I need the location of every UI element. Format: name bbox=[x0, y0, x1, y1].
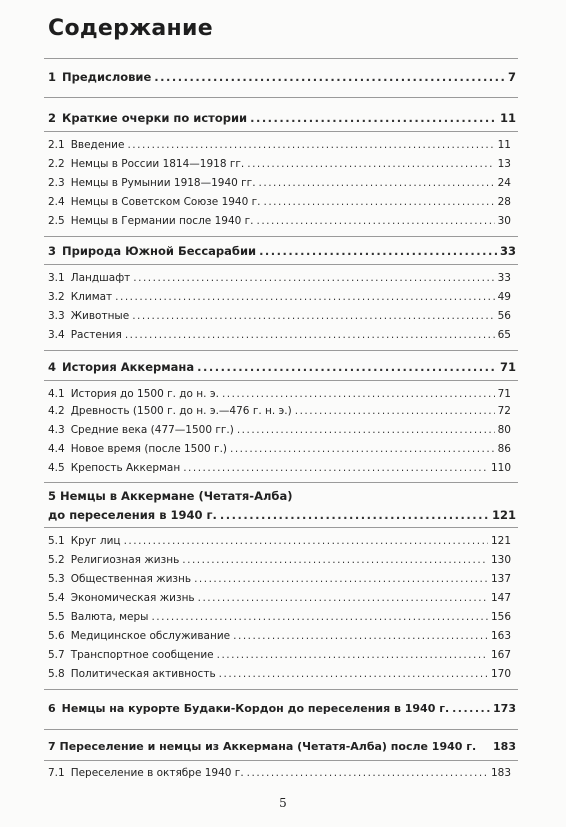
leader-dots bbox=[219, 668, 488, 680]
leader-dots bbox=[183, 462, 488, 474]
divider bbox=[44, 380, 518, 381]
chapter-title: Природа Южной Бессарабии bbox=[62, 244, 257, 258]
chapter-title: 7 Переселение и немцы из Аккермана (Четатя-Алба) после 1940 г. bbox=[48, 740, 477, 753]
page-ref: 163 bbox=[490, 630, 511, 642]
leader-dots bbox=[247, 767, 488, 779]
toc-chapter-6[interactable]: 6 Немцы на курорте Будаки-Кордон до переселения в 1940 г. ..... 173 bbox=[48, 702, 516, 715]
toc-section-3-2[interactable]: 3.2 Климат ..... 49 bbox=[48, 291, 511, 303]
chapter-title: Немцы на курорте Будаки-Кордон до переселения в 1940 г. bbox=[61, 702, 450, 715]
leader-dots bbox=[125, 329, 495, 341]
toc-chapter-2[interactable]: 2 Краткие очерки по истории ..... 11 bbox=[48, 111, 516, 125]
toc-section-2-1[interactable]: 2.1 Введение ..... 11 bbox=[48, 139, 511, 151]
leader-dots bbox=[132, 310, 494, 322]
leader-dots bbox=[237, 424, 495, 436]
page-ref: 28 bbox=[497, 196, 511, 208]
page-ref: 183 bbox=[493, 740, 516, 753]
divider bbox=[44, 131, 518, 132]
page-ref: 80 bbox=[497, 424, 511, 436]
leader-dots bbox=[259, 177, 495, 189]
divider bbox=[44, 58, 518, 59]
page-ref: 167 bbox=[490, 649, 511, 661]
toc-section-4-5[interactable]: 4.5 Крепость Аккерман ..... 110 bbox=[48, 462, 511, 474]
divider bbox=[44, 689, 518, 690]
leader-dots bbox=[247, 158, 494, 170]
chapter-title: Предисловие bbox=[62, 70, 152, 84]
page-ref: 71 bbox=[499, 360, 516, 374]
toc-section-2-4[interactable]: 2.4 Немцы в Советском Союзе 1940 г. ..... 28 bbox=[48, 196, 511, 208]
page-ref: 65 bbox=[497, 329, 511, 341]
toc-section-5-1[interactable]: 5.1 Круг лиц ..... 121 bbox=[48, 535, 511, 547]
page-ref: 71 bbox=[497, 388, 511, 400]
chapter-title: История Аккермана bbox=[62, 360, 195, 374]
toc-section-4-2[interactable]: 4.2 Древность (1500 г. до н. э.—476 г. н. э.) ..... 72 bbox=[48, 405, 511, 417]
page-ref: 30 bbox=[497, 215, 511, 227]
divider bbox=[44, 97, 518, 98]
page-number: 5 bbox=[279, 796, 287, 810]
toc-section-5-3[interactable]: 5.3 Общественная жизнь ..... 137 bbox=[48, 573, 511, 585]
toc-chapter-3[interactable]: 3 Природа Южной Бессарабии ..... 33 bbox=[48, 244, 516, 258]
leader-dots bbox=[257, 215, 495, 227]
leader-dots bbox=[222, 388, 495, 400]
page-ref: 72 bbox=[497, 405, 511, 417]
leader-dots bbox=[259, 244, 497, 258]
page-ref: 121 bbox=[491, 508, 516, 522]
toc-chapter-7[interactable] bbox=[48, 740, 516, 753]
page-ref: 156 bbox=[490, 611, 511, 623]
page-ref: 11 bbox=[499, 111, 516, 125]
toc-section-2-3[interactable]: 2.3 Немцы в Румынии 1918—1940 гг. ..... 24 bbox=[48, 177, 511, 189]
page-ref: 110 bbox=[490, 462, 511, 474]
leader-dots bbox=[115, 291, 494, 303]
toc-section-2-5[interactable]: 2.5 Немцы в Германии после 1940 г. ..... 30 bbox=[48, 215, 511, 227]
toc-chapter-1[interactable]: 1 Предисловие ..... 7 bbox=[48, 70, 516, 84]
leader-dots bbox=[295, 405, 495, 417]
page-ref: 11 bbox=[497, 139, 511, 151]
page-ref: 121 bbox=[490, 535, 511, 547]
toc-section-3-4[interactable]: 3.4 Растения ..... 65 bbox=[48, 329, 511, 341]
toc-section-5-4[interactable]: 5.4 Экономическая жизнь ..... 147 bbox=[48, 592, 511, 604]
page-ref: 49 bbox=[497, 291, 511, 303]
toc-section-4-1[interactable]: 4.1 История до 1500 г. до н. э. ..... 71 bbox=[48, 388, 511, 400]
chapter-title: Краткие очерки по истории bbox=[62, 111, 248, 125]
leader-dots bbox=[194, 573, 488, 585]
page-ref: 7 bbox=[507, 70, 516, 84]
divider bbox=[44, 350, 518, 351]
chapter-title: до переселения в 1940 г. bbox=[48, 508, 217, 522]
page-ref: 183 bbox=[490, 767, 511, 779]
toc-chapter-4[interactable]: 4 История Аккермана ..... 71 bbox=[48, 360, 516, 374]
page-ref: 33 bbox=[499, 244, 516, 258]
page-ref: 13 bbox=[497, 158, 511, 170]
divider bbox=[44, 482, 518, 483]
leader-dots bbox=[124, 535, 488, 547]
toc-section-5-6[interactable]: 5.6 Медицинское обслуживание ..... 163 bbox=[48, 630, 511, 642]
leader-dots bbox=[133, 272, 494, 284]
toc-section-4-4[interactable]: 4.4 Новое время (после 1500 г.) ..... 86 bbox=[48, 443, 511, 455]
page-ref: 170 bbox=[490, 668, 511, 680]
toc-section-3-1[interactable]: 3.1 Ландшафт ..... 33 bbox=[48, 272, 511, 284]
leader-dots bbox=[233, 630, 488, 642]
leader-dots bbox=[182, 554, 488, 566]
page-ref: 24 bbox=[497, 177, 511, 189]
divider bbox=[44, 729, 518, 730]
toc-section-5-7[interactable]: 5.7 Транспортное сообщение ..... 167 bbox=[48, 649, 511, 661]
page-ref: 56 bbox=[497, 310, 511, 322]
leader-dots bbox=[250, 111, 497, 125]
leader-dots bbox=[217, 649, 488, 661]
page-ref: 33 bbox=[497, 272, 511, 284]
toc-chapter-5[interactable] bbox=[48, 508, 516, 522]
toc-section-3-3[interactable]: 3.3 Животные ..... 56 bbox=[48, 310, 511, 322]
divider bbox=[44, 527, 518, 528]
page-ref: 130 bbox=[490, 554, 511, 566]
page-title: Содержание bbox=[48, 16, 213, 41]
leader-dots bbox=[154, 70, 505, 84]
toc-section-7-1[interactable]: 7.1 Переселение в октябре 1940 г. ..... 183 bbox=[48, 767, 511, 779]
toc-section-5-5[interactable]: 5.5 Валюта, меры ..... 156 bbox=[48, 611, 511, 623]
divider bbox=[44, 236, 518, 237]
divider bbox=[44, 760, 518, 761]
page-ref: 137 bbox=[490, 573, 511, 585]
toc-section-5-2[interactable]: 5.2 Религиозная жизнь ..... 130 bbox=[48, 554, 511, 566]
divider bbox=[44, 264, 518, 265]
leader-dots bbox=[198, 592, 488, 604]
leader-dots bbox=[197, 360, 497, 374]
page-ref: 86 bbox=[497, 443, 511, 455]
leader-dots bbox=[452, 702, 490, 715]
page-ref: 147 bbox=[490, 592, 511, 604]
leader-dots bbox=[151, 611, 487, 623]
leader-dots bbox=[220, 508, 489, 522]
page-ref: 173 bbox=[493, 702, 516, 715]
leader-dots bbox=[230, 443, 495, 455]
toc-section-4-3[interactable]: 4.3 Средние века (477—1500 гг.) ..... 80 bbox=[48, 424, 511, 436]
leader-dots bbox=[127, 139, 494, 151]
leader-dots bbox=[264, 196, 495, 208]
toc-section-5-8[interactable]: 5.8 Политическая активность ..... 170 bbox=[48, 668, 511, 680]
toc-section-2-2[interactable]: 2.2 Немцы в России 1814—1918 гг. ..... 13 bbox=[48, 158, 511, 170]
toc-chapter-5-line1[interactable]: 5 Немцы в Аккермане (Четатя-Алба) bbox=[48, 489, 293, 503]
